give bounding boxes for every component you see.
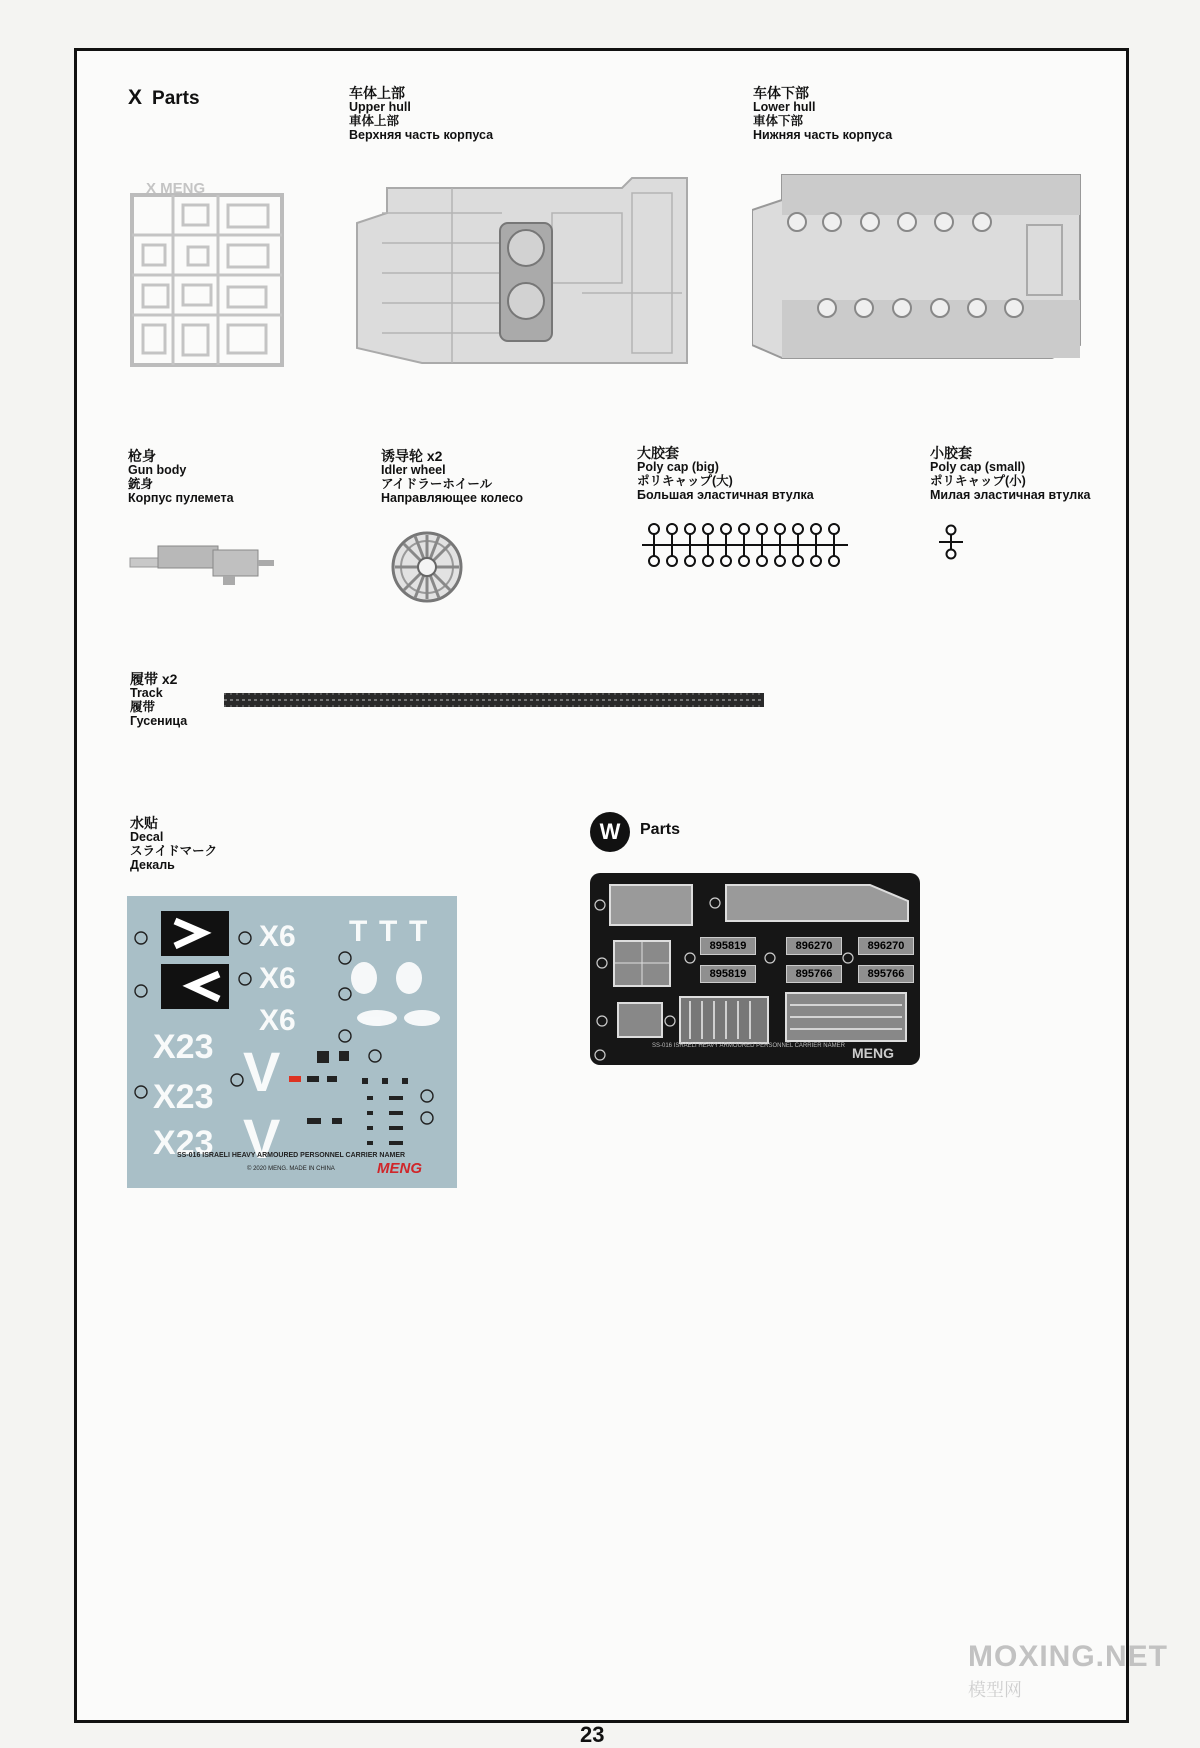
lower-hull-zh: 车体下部 bbox=[753, 85, 809, 101]
poly-cap-small-en: Poly cap (small) bbox=[930, 460, 1026, 474]
track-zh: 履带 x2 bbox=[130, 671, 178, 687]
svg-text:X23: X23 bbox=[153, 1124, 214, 1162]
gun-body-zh: 枪身 bbox=[128, 448, 156, 464]
lower-hull-ru: Нижняя часть корпуса bbox=[753, 128, 893, 142]
upper-hull-zh: 车体上部 bbox=[349, 85, 405, 101]
page-number: 23 bbox=[580, 1722, 605, 1747]
upper-hull-en: Upper hull bbox=[349, 100, 411, 114]
decal-ru: Декаль bbox=[130, 858, 175, 872]
svg-text:X6: X6 bbox=[259, 962, 296, 995]
photo-etch-code: 896270 bbox=[858, 937, 914, 955]
x-parts-label: Parts bbox=[152, 88, 200, 109]
lower-hull-en: Lower hull bbox=[753, 100, 816, 114]
poly-cap-small-ru: Милая эластичная втулка bbox=[930, 488, 1091, 502]
photo-etch-code: 895766 bbox=[858, 965, 914, 983]
idler-wheel-zh: 诱导轮 x2 bbox=[381, 448, 443, 464]
x-sprue-marking: X MENG bbox=[146, 180, 206, 197]
idler-wheel-ru: Направляющее колесо bbox=[381, 491, 524, 505]
svg-text:T: T bbox=[379, 915, 398, 948]
poly-cap-small-ja: ポリキャップ(小) bbox=[930, 474, 1026, 488]
upper-hull-ja: 車体上部 bbox=[349, 114, 400, 128]
decal-sheet-art bbox=[127, 896, 457, 1188]
gun-body-image bbox=[128, 538, 276, 586]
photo-etch-fret bbox=[590, 873, 920, 1065]
watermark-sub: 模型网 bbox=[968, 1680, 1022, 1700]
gun-body-ru: Корпус пулемета bbox=[128, 491, 234, 505]
poly-cap-big-en: Poly cap (big) bbox=[637, 460, 719, 474]
idler-wheel-ja: アイドラーホイール bbox=[381, 477, 493, 491]
x-sprue-image bbox=[128, 175, 288, 370]
w-parts-letter: W bbox=[590, 812, 630, 852]
photo-etch-caption: SS-016 ISRAELI HEAVY ARMOURED PERSONNEL CARRIER NAMER bbox=[652, 1043, 845, 1049]
w-parts-label: Parts bbox=[640, 821, 681, 838]
track-ru: Гусеница bbox=[130, 714, 188, 728]
idler-wheel-en: Idler wheel bbox=[381, 463, 446, 477]
upper-hull-image bbox=[352, 173, 690, 365]
decal-sheet bbox=[127, 896, 457, 1188]
decal-label bbox=[130, 816, 217, 872]
upper-hull-label bbox=[349, 86, 493, 142]
decal-copyright: © 2020 MENG. MADE IN CHINA bbox=[247, 1166, 335, 1172]
x-parts-heading bbox=[128, 86, 200, 110]
decal-zh: 水贴 bbox=[130, 815, 158, 831]
track-ja: 履带 bbox=[130, 700, 156, 714]
lower-hull-ja: 車体下部 bbox=[753, 114, 804, 128]
svg-text:V: V bbox=[243, 1107, 281, 1170]
photo-etch-code: 896270 bbox=[786, 937, 842, 955]
poly-cap-big-zh: 大胶套 bbox=[637, 445, 679, 461]
x-parts-letter: X bbox=[128, 86, 143, 109]
gun-body-label bbox=[128, 449, 234, 505]
photo-etch-code: 895819 bbox=[700, 937, 756, 955]
svg-text:X23: X23 bbox=[153, 1028, 214, 1066]
svg-text:X6: X6 bbox=[259, 1004, 296, 1037]
decal-sheet-caption: SS-016 ISRAELI HEAVY ARMOURED PERSONNEL CARRIER NAMER bbox=[177, 1152, 406, 1159]
decal-ja: スライドマーク bbox=[130, 844, 218, 858]
lower-hull-label bbox=[753, 86, 892, 142]
decal-en: Decal bbox=[130, 830, 164, 844]
poly-cap-small-zh: 小胶套 bbox=[930, 445, 972, 461]
idler-wheel-image bbox=[390, 530, 464, 604]
decal-brand: MENG bbox=[377, 1160, 422, 1177]
idler-wheel-label bbox=[381, 449, 523, 505]
photo-etch-code: 895819 bbox=[700, 965, 756, 983]
photo-etch-brand: MENG bbox=[852, 1045, 894, 1061]
poly-cap-small-image bbox=[937, 524, 965, 560]
track-en: Track bbox=[130, 686, 163, 700]
poly-cap-big-label bbox=[637, 446, 814, 502]
svg-text:X6: X6 bbox=[259, 920, 296, 953]
svg-text:T: T bbox=[409, 915, 428, 948]
poly-cap-big-ja: ポリキャップ(大) bbox=[637, 474, 733, 488]
svg-text:T: T bbox=[349, 915, 368, 948]
upper-hull-ru: Верхняя часть корпуса bbox=[349, 128, 494, 142]
gun-body-ja: 銃身 bbox=[128, 477, 154, 491]
poly-cap-big-image bbox=[640, 522, 850, 568]
svg-text:V: V bbox=[243, 1040, 281, 1103]
track-image bbox=[224, 690, 764, 710]
lower-hull-image bbox=[752, 170, 1082, 362]
svg-text:X23: X23 bbox=[153, 1078, 214, 1116]
poly-cap-small-label bbox=[930, 446, 1090, 502]
photo-etch-code: 895766 bbox=[786, 965, 842, 983]
watermark-main: MOXING.NET bbox=[968, 1640, 1169, 1673]
poly-cap-big-ru: Большая эластичная втулка bbox=[637, 488, 814, 502]
track-label bbox=[130, 672, 187, 728]
gun-body-en: Gun body bbox=[128, 463, 187, 477]
